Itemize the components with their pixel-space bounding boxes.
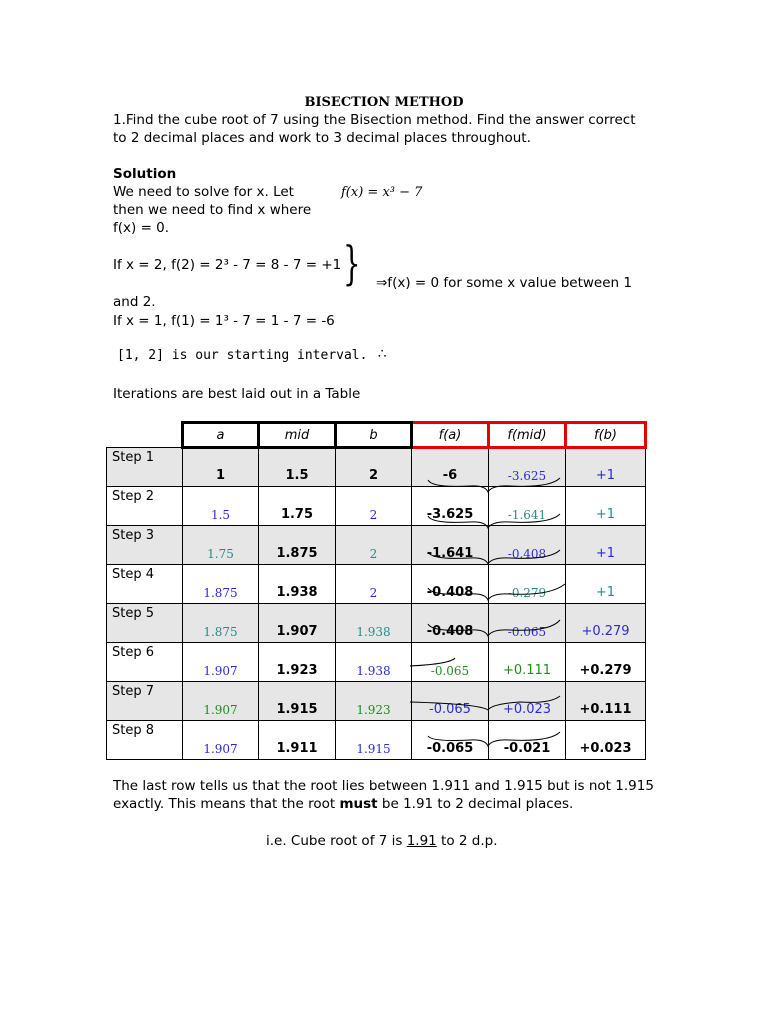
bracket-row-5	[428, 620, 560, 636]
cell-b: 1.938	[336, 604, 412, 643]
implies-statement: ⇒f(x) = 0 for some x value between 1	[376, 275, 632, 291]
cell-b: 1.923	[336, 682, 412, 721]
cell-mid: 1.5	[259, 448, 336, 487]
bracket-annotations	[410, 460, 580, 750]
cell-fmid: +0.111	[489, 643, 566, 682]
step-label: Step 6	[107, 643, 183, 682]
cell-a: 1.875	[183, 565, 259, 604]
starting-interval: [1, 2] is our starting interval.	[117, 348, 368, 363]
bracket-row-8	[428, 732, 560, 746]
cell-fmid: -3.625	[489, 448, 566, 487]
cell-a: 1.907	[183, 721, 259, 760]
bracket-row-7	[410, 696, 560, 710]
step-label: Step 1	[107, 448, 183, 487]
function-equation: f(x) = x³ − 7	[341, 185, 423, 200]
step-label: Step 2	[107, 487, 183, 526]
cell-b: 2	[336, 565, 412, 604]
cell-fa: -0.065	[412, 682, 489, 721]
bracket-row-4	[428, 584, 565, 600]
cell-mid: 1.923	[259, 643, 336, 682]
cell-fmid: +0.023	[489, 682, 566, 721]
header-a: a	[183, 423, 259, 448]
cell-a: 1.75	[183, 526, 259, 565]
cell-a: 1.907	[183, 682, 259, 721]
eval-x1: If x = 1, f(1) = 1³ - 7 = 1 - 7 = -6	[113, 313, 335, 329]
cell-fa: -0.408	[412, 565, 489, 604]
header-fa: f(a)	[412, 423, 489, 448]
cell-b: 2	[336, 487, 412, 526]
cell-mid: 1.75	[259, 487, 336, 526]
cell-fb: +0.111	[566, 682, 646, 721]
question-line-1: 1.Find the cube root of 7 using the Bisection method. Find the answer correct	[113, 112, 636, 128]
header-empty	[107, 423, 183, 448]
cell-fb: +1	[566, 565, 646, 604]
cell-b: 1.915	[336, 721, 412, 760]
cell-a: 1.907	[183, 643, 259, 682]
cell-mid: 1.938	[259, 565, 336, 604]
solve-line-2: then we need to find x where	[113, 202, 312, 218]
bracket-row-1	[428, 478, 560, 492]
cell-fb: +0.279	[566, 604, 646, 643]
cell-fa: -6	[412, 448, 489, 487]
cell-fa: -0.065	[412, 643, 489, 682]
eval-x2: If x = 2, f(2) = 2³ - 7 = 8 - 7 = +1	[113, 257, 342, 273]
cell-fmid: -0.408	[489, 526, 566, 565]
solve-line-3: f(x) = 0.	[113, 220, 170, 236]
step-label: Step 8	[107, 721, 183, 760]
answer-value: 1.91	[406, 833, 437, 849]
cell-b: 1.938	[336, 643, 412, 682]
therefore-symbol: ∴	[378, 346, 387, 362]
step-label: Step 4	[107, 565, 183, 604]
bracket-row-6	[410, 658, 455, 667]
cell-a: 1.875	[183, 604, 259, 643]
question-line-2: to 2 decimal places and work to 3 decimal places throughout.	[113, 130, 531, 146]
cell-fmid: -0.065	[489, 604, 566, 643]
conclusion-line-2: exactly. This means that the root must be 1.91 to 2 decimal places.	[113, 796, 574, 812]
step-label: Step 5	[107, 604, 183, 643]
bracket-row-2	[428, 514, 560, 528]
header-fmid: f(mid)	[489, 423, 566, 448]
final-answer: i.e. Cube root of 7 is 1.91 to 2 d.p.	[266, 833, 498, 849]
cell-fa: -1.641	[412, 526, 489, 565]
header-b: b	[336, 423, 412, 448]
solution-heading: Solution	[113, 166, 177, 182]
cell-mid: 1.907	[259, 604, 336, 643]
bracket-row-3	[428, 550, 560, 564]
solve-line-1: We need to solve for x. Let	[113, 184, 294, 200]
cell-mid: 1.911	[259, 721, 336, 760]
cell-fmid: -1.641	[489, 487, 566, 526]
header-fb: f(b)	[566, 423, 646, 448]
cell-b: 2	[336, 448, 412, 487]
cell-fmid: -0.021	[489, 721, 566, 760]
cell-a: 1	[183, 448, 259, 487]
cell-a: 1.5	[183, 487, 259, 526]
and-two: and 2.	[113, 294, 156, 310]
cell-fb: +1	[566, 487, 646, 526]
cell-mid: 1.875	[259, 526, 336, 565]
iterations-note: Iterations are best laid out in a Table	[113, 386, 361, 402]
cell-fb: +0.023	[566, 721, 646, 760]
table-header-row	[107, 423, 646, 448]
cell-b: 2	[336, 526, 412, 565]
cell-fmid: -0.279	[489, 565, 566, 604]
cell-mid: 1.915	[259, 682, 336, 721]
document-title: BISECTION METHOD	[304, 95, 464, 110]
step-label: Step 3	[107, 526, 183, 565]
right-brace: }	[343, 236, 361, 290]
cell-fa: -3.625	[412, 487, 489, 526]
cell-fb: +0.279	[566, 643, 646, 682]
cell-fb: +1	[566, 526, 646, 565]
cell-fb: +1	[566, 448, 646, 487]
conclusion-line-1: The last row tells us that the root lies between 1.911 and 1.915 but is not 1.915	[113, 778, 654, 794]
cell-fa: -0.065	[412, 721, 489, 760]
must-emphasis: must	[339, 796, 378, 812]
header-mid: mid	[259, 423, 336, 448]
step-label: Step 7	[107, 682, 183, 721]
cell-fa: -0.408	[412, 604, 489, 643]
